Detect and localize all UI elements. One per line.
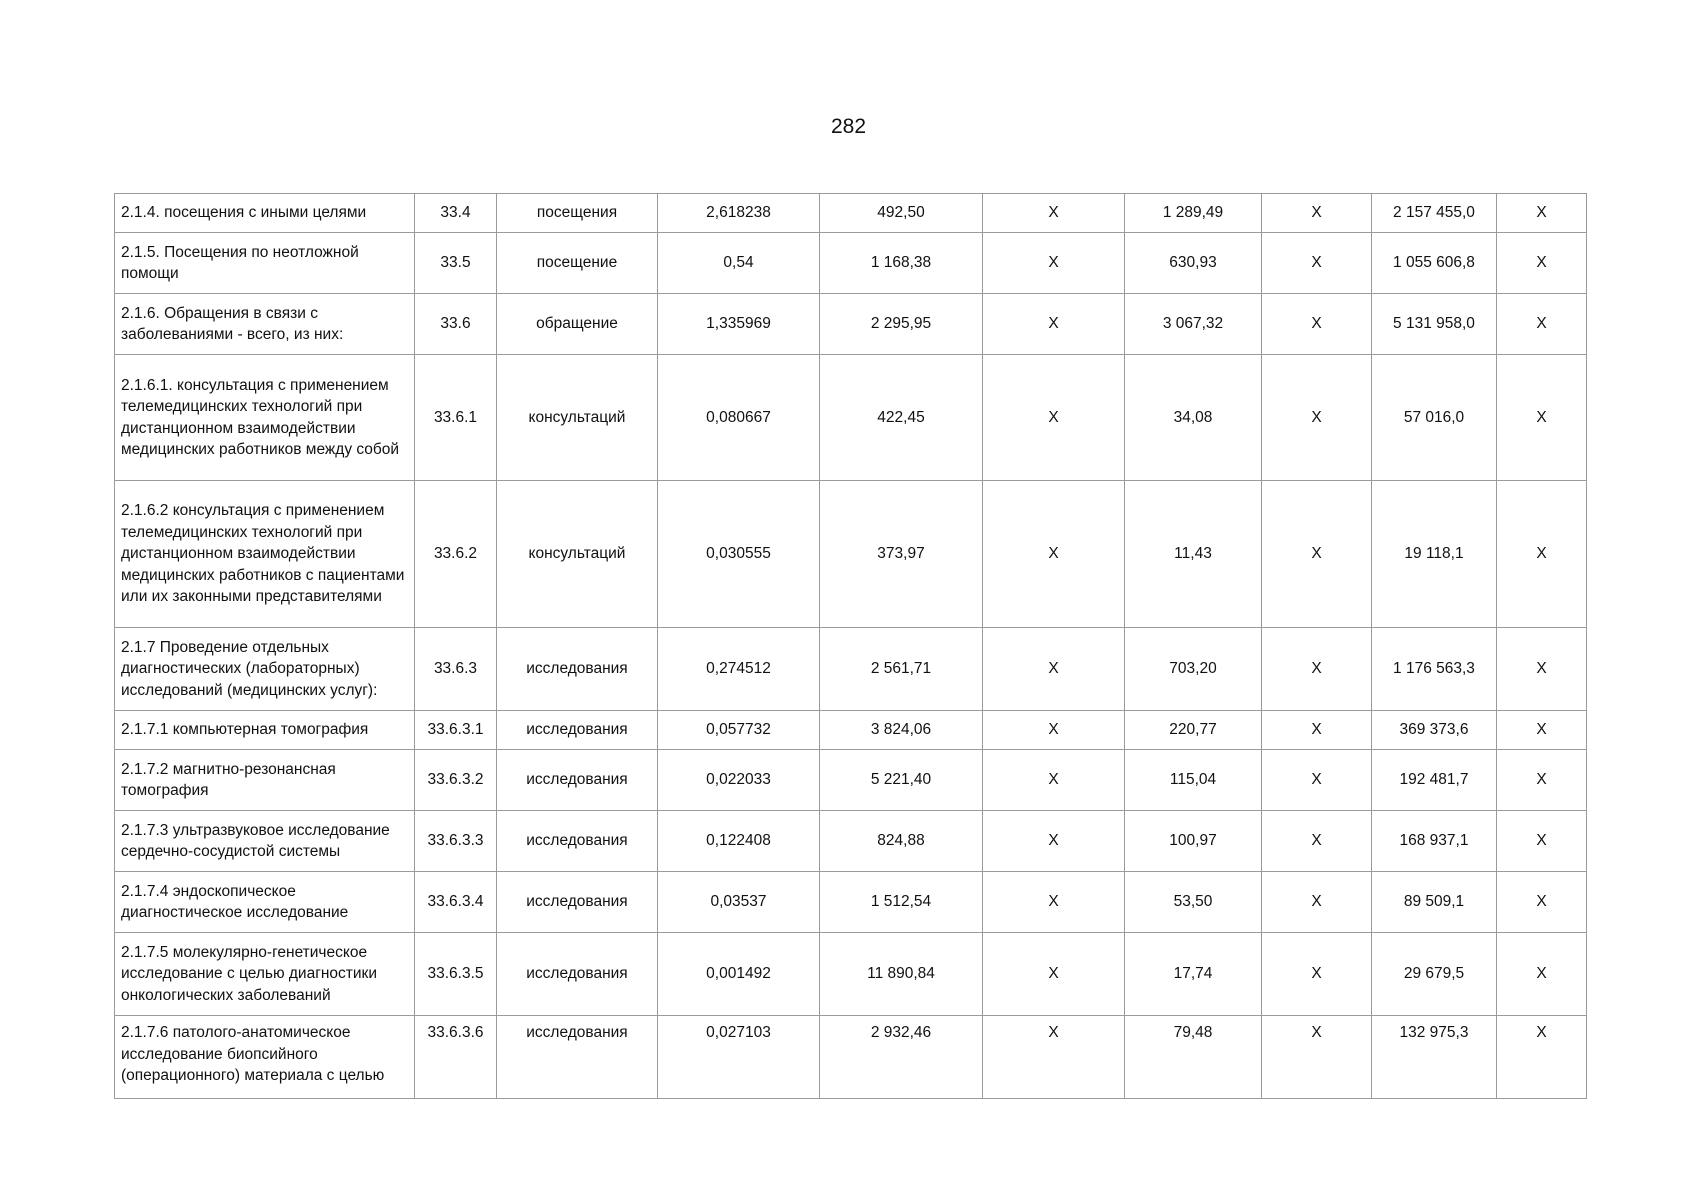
row-col-9: 132 975,3	[1372, 1016, 1497, 1099]
row-col-6: X	[983, 1016, 1125, 1099]
row-col-6: X	[983, 933, 1125, 1016]
row-code: 33.6.3.3	[415, 811, 497, 872]
row-col-10: X	[1497, 711, 1587, 750]
row-col-10: X	[1497, 481, 1587, 628]
row-col-4: 0,080667	[658, 355, 820, 481]
row-unit: исследования	[497, 1016, 658, 1099]
row-col-9: 1 055 606,8	[1372, 233, 1497, 294]
table-row	[115, 750, 1587, 811]
row-col-5: 2 932,46	[820, 1016, 983, 1099]
row-unit: исследования	[497, 628, 658, 711]
row-unit: исследования	[497, 750, 658, 811]
row-col-7: 79,48	[1125, 1016, 1262, 1099]
row-col-5: 373,97	[820, 481, 983, 628]
row-col-9: 89 509,1	[1372, 872, 1497, 933]
row-name: 2.1.7.3 ультразвуковое исследование сердечно-сосудистой системы	[115, 811, 415, 872]
table-row	[115, 481, 1587, 628]
row-col-10: X	[1497, 933, 1587, 1016]
row-code: 33.5	[415, 233, 497, 294]
row-name: 2.1.6.2 консультация с применением телемедицинских технологий при дистанционном взаимодействии медицинских работников с пациентами или их законными представителями	[115, 481, 415, 628]
row-code: 33.6.3.4	[415, 872, 497, 933]
row-col-6: X	[983, 811, 1125, 872]
row-col-6: X	[983, 481, 1125, 628]
row-col-8: X	[1262, 933, 1372, 1016]
row-col-10: X	[1497, 233, 1587, 294]
row-col-5: 1 168,38	[820, 233, 983, 294]
row-col-4: 0,022033	[658, 750, 820, 811]
row-col-4: 0,057732	[658, 711, 820, 750]
row-col-5: 2 295,95	[820, 294, 983, 355]
row-col-6: X	[983, 711, 1125, 750]
row-col-8: X	[1262, 294, 1372, 355]
row-col-8: X	[1262, 355, 1372, 481]
row-col-8: X	[1262, 194, 1372, 233]
row-col-10: X	[1497, 355, 1587, 481]
row-unit: обращение	[497, 294, 658, 355]
row-col-8: X	[1262, 872, 1372, 933]
row-col-8: X	[1262, 481, 1372, 628]
row-col-8: X	[1262, 750, 1372, 811]
row-col-5: 5 221,40	[820, 750, 983, 811]
row-col-7: 220,77	[1125, 711, 1262, 750]
row-unit: посещение	[497, 233, 658, 294]
row-col-5: 824,88	[820, 811, 983, 872]
row-code: 33.6.3	[415, 628, 497, 711]
table-row	[115, 933, 1587, 1016]
row-col-10: X	[1497, 628, 1587, 711]
row-col-7: 53,50	[1125, 872, 1262, 933]
row-col-6: X	[983, 628, 1125, 711]
row-col-5: 3 824,06	[820, 711, 983, 750]
row-col-5: 422,45	[820, 355, 983, 481]
row-col-10: X	[1497, 294, 1587, 355]
row-col-9: 2 157 455,0	[1372, 194, 1497, 233]
row-code: 33.4	[415, 194, 497, 233]
table-row	[115, 355, 1587, 481]
row-col-4: 0,03537	[658, 872, 820, 933]
row-col-6: X	[983, 194, 1125, 233]
row-col-4: 0,001492	[658, 933, 820, 1016]
row-col-6: X	[983, 355, 1125, 481]
table-row	[115, 811, 1587, 872]
row-col-8: X	[1262, 811, 1372, 872]
row-code: 33.6	[415, 294, 497, 355]
row-col-8: X	[1262, 628, 1372, 711]
row-code: 33.6.3.6	[415, 1016, 497, 1099]
row-col-10: X	[1497, 194, 1587, 233]
row-col-7: 1 289,49	[1125, 194, 1262, 233]
row-col-9: 5 131 958,0	[1372, 294, 1497, 355]
row-col-4: 1,335969	[658, 294, 820, 355]
row-col-10: X	[1497, 872, 1587, 933]
row-col-9: 369 373,6	[1372, 711, 1497, 750]
row-unit: консультаций	[497, 481, 658, 628]
row-name: 2.1.6.1. консультация с применением телемедицинских технологий при дистанционном взаимодействии медицинских работников между собой	[115, 355, 415, 481]
row-col-6: X	[983, 872, 1125, 933]
row-unit: посещения	[497, 194, 658, 233]
table-row	[115, 194, 1587, 233]
row-col-4: 0,274512	[658, 628, 820, 711]
row-col-9: 1 176 563,3	[1372, 628, 1497, 711]
row-col-4: 0,122408	[658, 811, 820, 872]
row-code: 33.6.3.1	[415, 711, 497, 750]
row-col-7: 115,04	[1125, 750, 1262, 811]
row-name: 2.1.7.4 эндоскопическое диагностическое исследование	[115, 872, 415, 933]
row-col-7: 11,43	[1125, 481, 1262, 628]
row-unit: исследования	[497, 933, 658, 1016]
row-col-8: X	[1262, 711, 1372, 750]
row-col-6: X	[983, 233, 1125, 294]
row-name: 2.1.7.6 патолого-анатомическое исследование биопсийного (операционного) материала с целью	[115, 1016, 415, 1099]
row-code: 33.6.3.5	[415, 933, 497, 1016]
row-col-5: 1 512,54	[820, 872, 983, 933]
row-col-10: X	[1497, 1016, 1587, 1099]
row-col-9: 57 016,0	[1372, 355, 1497, 481]
row-col-8: X	[1262, 233, 1372, 294]
row-col-7: 100,97	[1125, 811, 1262, 872]
row-col-9: 168 937,1	[1372, 811, 1497, 872]
table-row	[115, 1016, 1587, 1099]
row-unit: исследования	[497, 872, 658, 933]
row-col-4: 0,030555	[658, 481, 820, 628]
row-col-5: 11 890,84	[820, 933, 983, 1016]
row-col-6: X	[983, 750, 1125, 811]
row-col-7: 3 067,32	[1125, 294, 1262, 355]
row-name: 2.1.6. Обращения в связи с заболеваниями - всего, из них:	[115, 294, 415, 355]
row-col-4: 0,54	[658, 233, 820, 294]
row-col-10: X	[1497, 750, 1587, 811]
table-row	[115, 233, 1587, 294]
data-table	[114, 193, 1587, 1099]
row-name: 2.1.7.2 магнитно-резонансная томография	[115, 750, 415, 811]
row-col-8: X	[1262, 1016, 1372, 1099]
row-col-5: 492,50	[820, 194, 983, 233]
table-row	[115, 872, 1587, 933]
row-col-6: X	[983, 294, 1125, 355]
row-col-4: 0,027103	[658, 1016, 820, 1099]
row-code: 33.6.2	[415, 481, 497, 628]
row-unit: исследования	[497, 811, 658, 872]
row-name: 2.1.5. Посещения по неотложной помощи	[115, 233, 415, 294]
row-col-7: 703,20	[1125, 628, 1262, 711]
row-col-9: 19 118,1	[1372, 481, 1497, 628]
row-code: 33.6.1	[415, 355, 497, 481]
table-row	[115, 628, 1587, 711]
row-col-7: 17,74	[1125, 933, 1262, 1016]
page-number: 282	[830, 115, 867, 138]
table-row	[115, 294, 1587, 355]
row-unit: консультаций	[497, 355, 658, 481]
row-unit: исследования	[497, 711, 658, 750]
row-col-9: 29 679,5	[1372, 933, 1497, 1016]
table-row	[115, 711, 1587, 750]
row-col-7: 34,08	[1125, 355, 1262, 481]
row-name: 2.1.7.5 молекулярно-генетическое исследование с целью диагностики онкологических заболеваний	[115, 933, 415, 1016]
row-name: 2.1.7 Проведение отдельных диагностических (лабораторных) исследований (медицинских услуг):	[115, 628, 415, 711]
row-name: 2.1.4. посещения с иными целями	[115, 194, 415, 233]
row-col-9: 192 481,7	[1372, 750, 1497, 811]
row-code: 33.6.3.2	[415, 750, 497, 811]
row-col-7: 630,93	[1125, 233, 1262, 294]
row-name: 2.1.7.1 компьютерная томография	[115, 711, 415, 750]
row-col-10: X	[1497, 811, 1587, 872]
row-col-5: 2 561,71	[820, 628, 983, 711]
row-col-4: 2,618238	[658, 194, 820, 233]
